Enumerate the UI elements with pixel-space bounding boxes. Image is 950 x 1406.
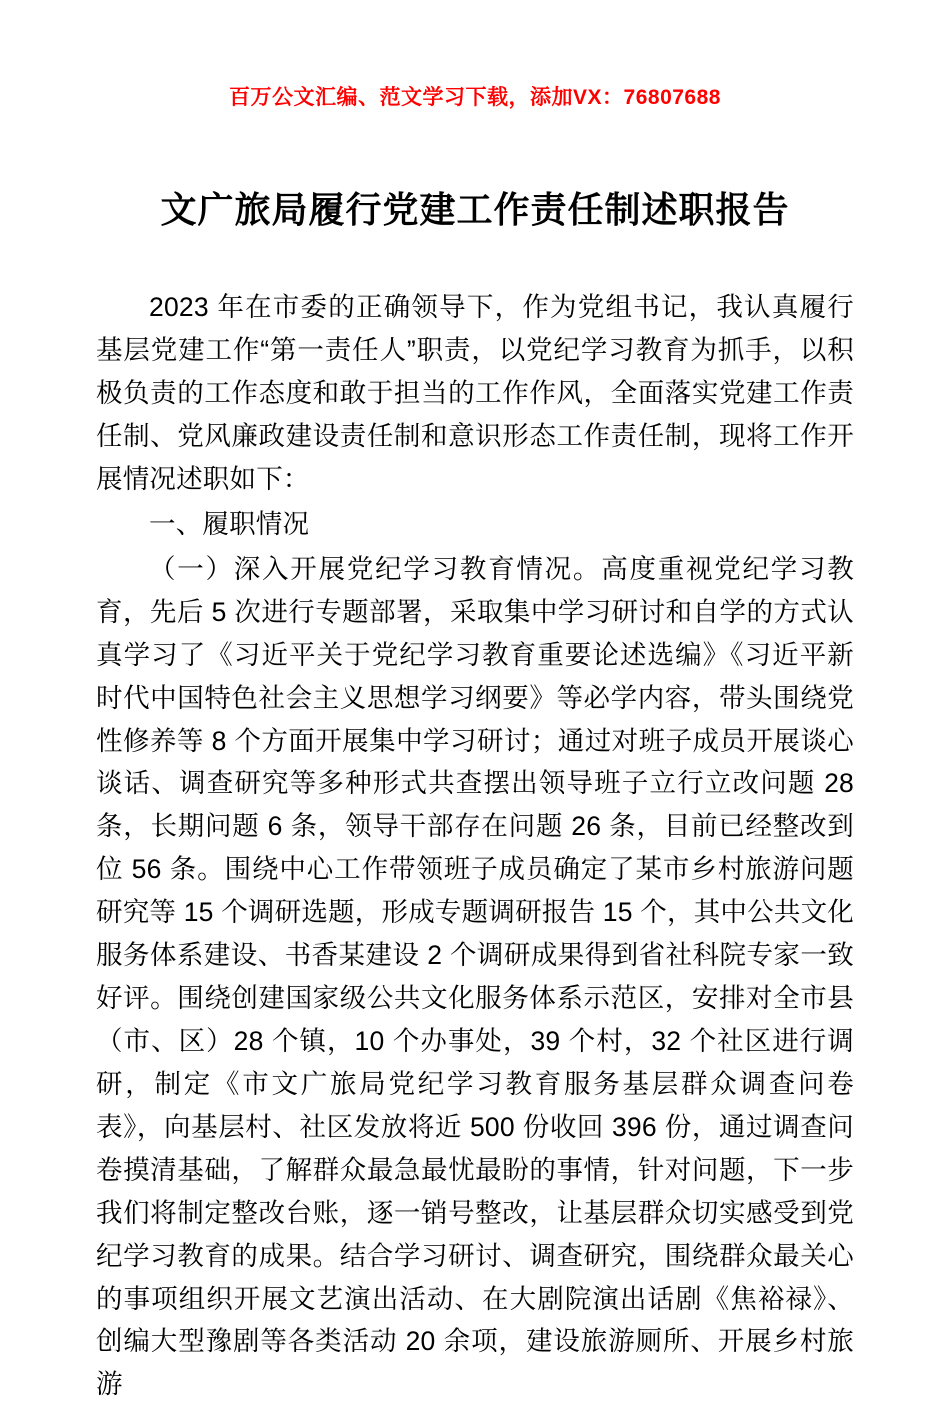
paragraph-subsection-one: （一）深入开展党纪学习教育情况。高度重视党纪学习教育，先后 5 次进行专题部署，采取集中学习研讨和自学的方式认真学习了《习近平关于党纪学习教育重要论述选编》《习近平新时代中国特色社会主义思想学习纲要》等必学内容，带头围绕党性修养等 8 个方面开展集中学习研讨；通过对班子成员开展谈心谈话、调查研究等多种形式共查摆出领导班子立行立改问题 28 条，长期问题 6 条，领导干部存在问题 26 条，目前已经整改到位 56 条。围绕中心工作带领班子成员确定了某市乡村旅游问题研究等 15 个调研选题，形成专题调研报告 15 个，其中公共文化服务体系建设、书香某建设 2 个调研成果得到省社科院专家一致好评。围绕创建国家级公共文化服务体系示范区，安排对全市县（市、区）28 个镇，10 个办事处，39 个村，32 个社区进行调研，制定《市文广旅局党纪学习教育服务基层群众调查问卷表》，向基层村、社区发放将近 500 份收回 396 份，通过调查问卷摸清基础，了解群众最急最忧最盼的事情，针对问题，下一步我们将制定整改台账，逐一销号整改，让基层群众切实感受到党纪学习教育的成果。结合学习研讨、调查研究，围绕群众最关心的事项组织开展文艺演出活动、在大剧院演出话剧《焦裕禄》、创编大型豫剧等各类活动 20 余项，建设旅游厕所、开展乡村旅游 [96, 553, 854, 1400]
paragraph-intro: 2023 年在市委的正确领导下，作为党组书记，我认真履行基层党建工作“第一责任人”职责，以党纪学习教育为抓手，以积极负责的工作态度和敢于担当的工作作风，全面落实党建工作责任制、党风廉政建设责任制和意识形态工作责任制，现将工作开展情况述职如下： [96, 292, 854, 494]
paragraph-section-heading: 一、履职情况 [149, 508, 310, 539]
promo-banner: 百万公文汇编、范文学习下载，添加VX：76807688 [229, 86, 721, 109]
document-body [96, 286, 854, 1406]
page-title: 文广旅局履行党建工作责任制述职报告 [160, 189, 790, 231]
